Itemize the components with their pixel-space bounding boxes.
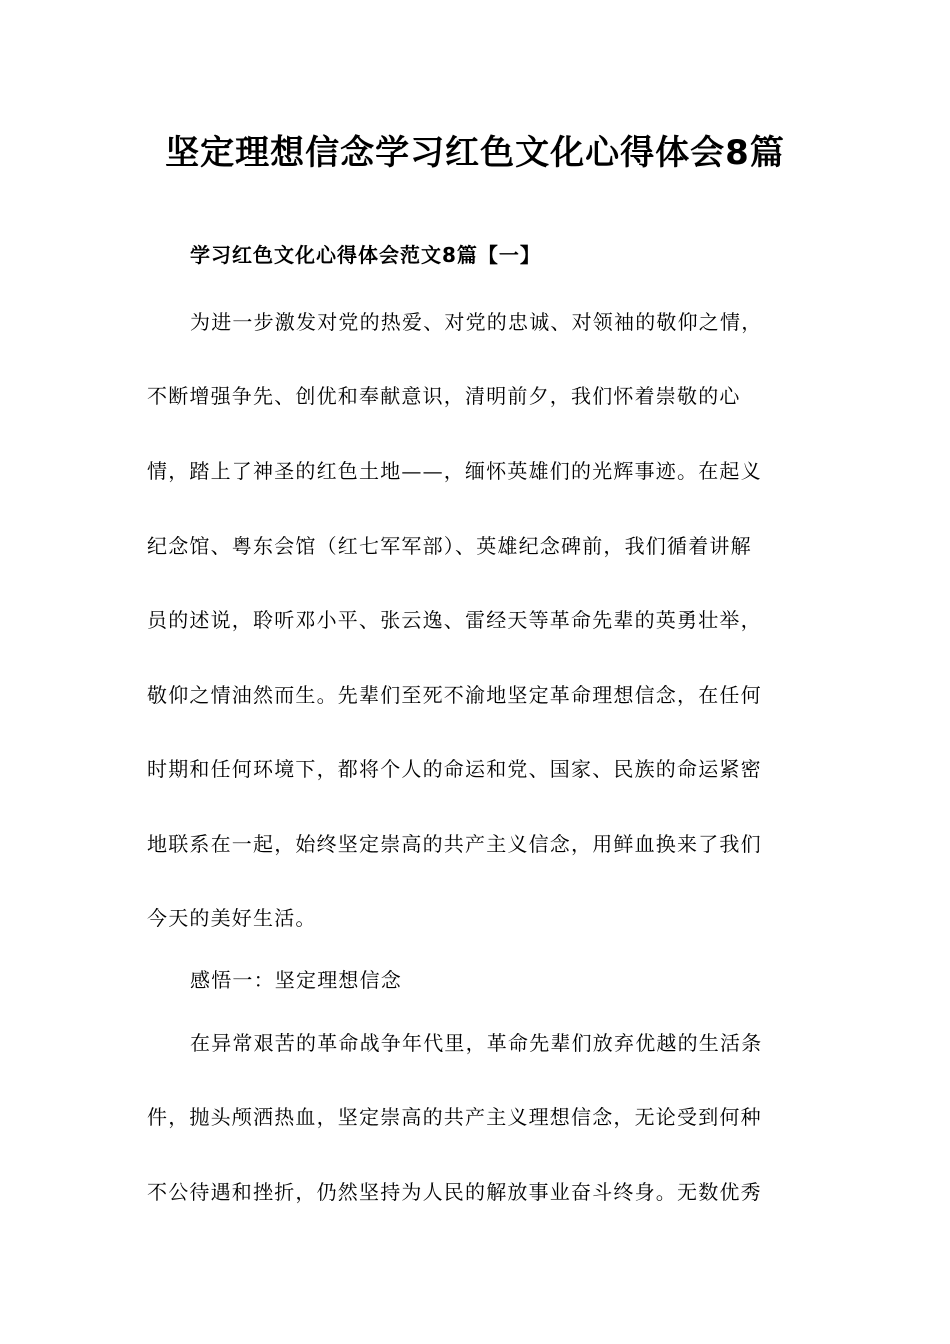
paragraph-line: 在异常艰苦的革命战争年代里，革命先辈们放弃优越的生活条 [190,1031,763,1055]
paragraph-line: 为进一步激发对党的热爱、对党的忠诚、对领袖的敬仰之情， [190,310,763,334]
paragraph-line: 不断增强争先、创优和奉献意识，清明前夕，我们怀着崇敬的心 [147,384,741,408]
paragraph-line: 时期和任何环境下，都将个人的命运和党、国家、民族的命运紧密 [147,757,762,781]
paragraph-line: 员的述说，聆听邓小平、张云逸、雷经天等革命先辈的英勇壮举， [147,608,762,632]
paragraph-line: 情，踏上了神圣的红色土地——，缅怀英雄们的光辉事迹。在起义 [147,459,762,483]
paragraph-line: 敬仰之情油然而生。先辈们至死不渝地坚定革命理想信念，在任何 [147,683,762,707]
paragraph-line: 地联系在一起，始终坚定崇高的共产主义信念，用鲜血换来了我们 [147,832,762,856]
paragraph-line: 纪念馆、粤东会馆（红七军军部）、英雄纪念碑前，我们循着讲解 [147,534,752,558]
subheading: 感悟一：坚定理想信念 [190,968,402,992]
paragraph-line: 件，抛头颅洒热血，坚定崇高的共产主义理想信念，无论受到何种 [147,1105,762,1129]
paragraph-line: 不公待遇和挫折，仍然坚持为人民的解放事业奋斗终身。无数优秀 [147,1180,762,1204]
section-heading: 学习红色文化心得体会范文8篇【一】 [190,243,541,267]
paragraph-line: 今天的美好生活。 [147,906,317,930]
document-title: 坚定理想信念学习红色文化心得体会8篇 [165,133,785,173]
